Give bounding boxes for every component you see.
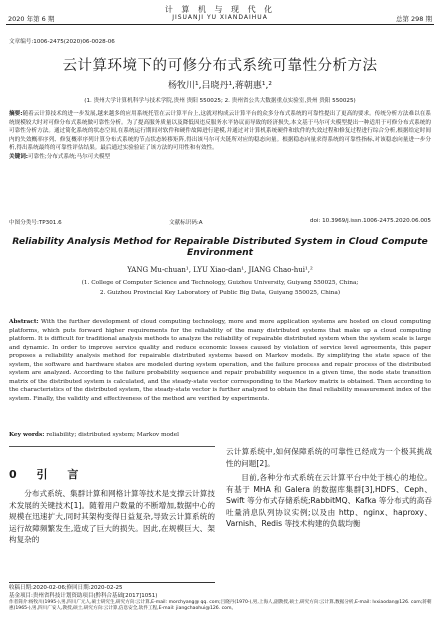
keywords-cn-text: 可靠性;分布式系统;马尔可夫模型	[28, 153, 111, 160]
keywords-en-text: reliability; distributed system; Markov model	[46, 432, 180, 438]
body-text-right-2: 目前,各种分布式系统在云计算平台中处于核心的地位。有基于 MHA 和 Galera 的数据库集群[3],HDFS、Ceph、Swift 等分布式存储系统;RabbitMQ、Kafka 等分布式的高吞吐量消息队列协议实例;以及由 http、nginx、haproxy、Varnish、Redis 等技术构建的负载均衡	[226, 473, 432, 529]
keywords-cn-label: 关键词:	[9, 153, 29, 160]
footnote-rule	[9, 582, 215, 583]
affiliation-cn: (1. 贵州大学计算机科学与技术学院,贵州 贵阳 550025; 2. 贵州省公共大数据重点实验室,贵州 贵阳 550025)	[84, 98, 356, 104]
classification-row	[9, 218, 431, 226]
section-heading	[9, 466, 86, 482]
section-rule	[9, 446, 215, 447]
header-rule	[6, 24, 434, 25]
keywords-en-label: Key words:	[9, 432, 45, 438]
abstract-cn-label: 摘要:	[9, 111, 23, 117]
section-number: 0	[9, 468, 25, 481]
paper-title-en: Reliability Analysis Method for Repairable Distributed System in Cloud Compute Environment	[12, 236, 428, 258]
clc-number: 中图分类号:TP301.6	[9, 220, 62, 226]
article-id: 文章编号:1006-2475(2020)06-0028-06	[9, 39, 115, 45]
abstract-cn	[9, 110, 431, 162]
body-text-left: 分布式系统、集群计算和网格计算等技术是支撑云计算技术发展的关键技术[1]。随着用户数量的不断增加,数据中心的规模在迅速扩大,同时其架构变得日益复杂,导致云计算系统的运行故障频繁发生,造成了巨大的损失。因此,在规模巨大、架构复杂的	[9, 489, 215, 545]
body-text-right-1: 云计算系统中,如何保障系统的可靠性已经成为一个极其挑战性的问题[2]。	[226, 447, 432, 468]
authors-cn: 杨牧川¹,吕晓丹¹,蒋朝惠¹,²	[167, 81, 272, 91]
total-issue-label: 总第 298 期	[395, 15, 432, 23]
journal-name-cn: 计 算 机 与 现 代 化	[164, 5, 276, 14]
paper-title-cn: 云计算环境下的可修分布式系统可靠性分析方法	[62, 58, 378, 74]
footnote-bio: 作者简介:杨牧川(1995-),男,四川广元人,硕士研究生,研究方向:云计算,E-mail: morchyang@ qq. com;吕晓丹(1970-),男,上海人,副教授,硕士,研究方向:云计算,数据分析,E-mail: lvxiaodan@126. com;蒋朝惠(1965-),男,四川广安人,教授,硕士,研究方向:云计算,信息安全,软件工程,E-mail: jiangchaohui@126. com。	[9, 600, 432, 611]
abstract-en-label: Abstract:	[9, 319, 39, 325]
document-code: 文献标识码:A	[168, 220, 203, 226]
authors-en: YANG Mu-chuan¹, LYU Xiao-dan¹, JIANG Chao-hui¹,²	[127, 266, 313, 274]
affiliation-en-1: (1. College of Computer Science and Technology, Guizhou University, Guiyang 550025, China;	[81, 280, 359, 286]
footnote-received: 收稿日期:2020-02-06;修回日期:2020-02-25	[9, 585, 123, 591]
doi: doi: 10.3969/j.issn.1006-2475.2020.06.005	[309, 218, 431, 224]
section-title: 引 言	[36, 468, 87, 481]
abstract-en	[9, 318, 431, 403]
issue-label: 2020 年第 6 期	[8, 15, 55, 23]
abstract-en-text: With the further development of cloud computing technology, more and more application systems are hosted on cloud computing platforms, which puts forward higher requirements for the reliability of the many distributed systems that make up a cloud computing platform. It is difficult for traditional analysis methods to analyze the reliability of repairable distributed system when the system scale is large and dynamic. In order to improve service quality and reduce economic losses caused by violation of service level agreements, this paper proposes a reliability analysis method for repairable distributed systems based on Markov models. By simplifying the state space of the system, the software and hardware states are modeled during system operation, and the failure process and repair process of the distributed system are analyzed. According to the failure probability sequence and repair probability sequence in a given time, the node state transition matrix of the distributed system is calculated, and the steady-state vector corresponding to the Markov matrix is obtained. Then according to the characteristics of the distributed system, the steady-state vector is further analyzed to obtain the final reliability measurement index of the system. Finally, the validity and effectiveness of the method are verified by experiments.	[9, 319, 432, 402]
keywords-en	[9, 432, 431, 438]
footnote-fund: 基金项目:贵州省科技计划资助项目(黔科合基础[2017]1051)	[9, 593, 158, 599]
abstract-cn-text: 随着云计算技术的进一步发展,越来越多的应用系统托管在云计算平台上,这就对构成云计算平台的众多分布式系统的可靠性提出了更高的要求。传统分析方法难以在系统规模较大时对可修分布式系统做可靠性分析。为了提高服务质量以及降低因违反服务水平协议而导致的经济损失,本文基于马尔可夫模型提出一种适用于可修分布式系统的可靠性分析方法。通过简化系统的状态空间,在系统运行期间对软件和硬件故障进行建模,并通过对计算机系统硬件和软件的失效过程和修复过程进行综合分析,根据给定时间内的失效概率序列、修复概率序列计算分布式系统的节点状态转移矩阵,得出该马尔可夫链所对应的稳态向量。根据稳态向量求得系统的可靠性指标,对该稳态向量进一步分析,得出系统最终的可靠性评估结果。最后通过实验验证了该方法的可用性和有效性。	[9, 111, 431, 152]
affiliation-en-2: 2. Guizhou Provincial Key Laboratory of Public Big Data, Guiyang 550025, China)	[99, 290, 341, 296]
journal-name-en: JISUANJI YU XIANDAIHUA	[172, 14, 268, 21]
